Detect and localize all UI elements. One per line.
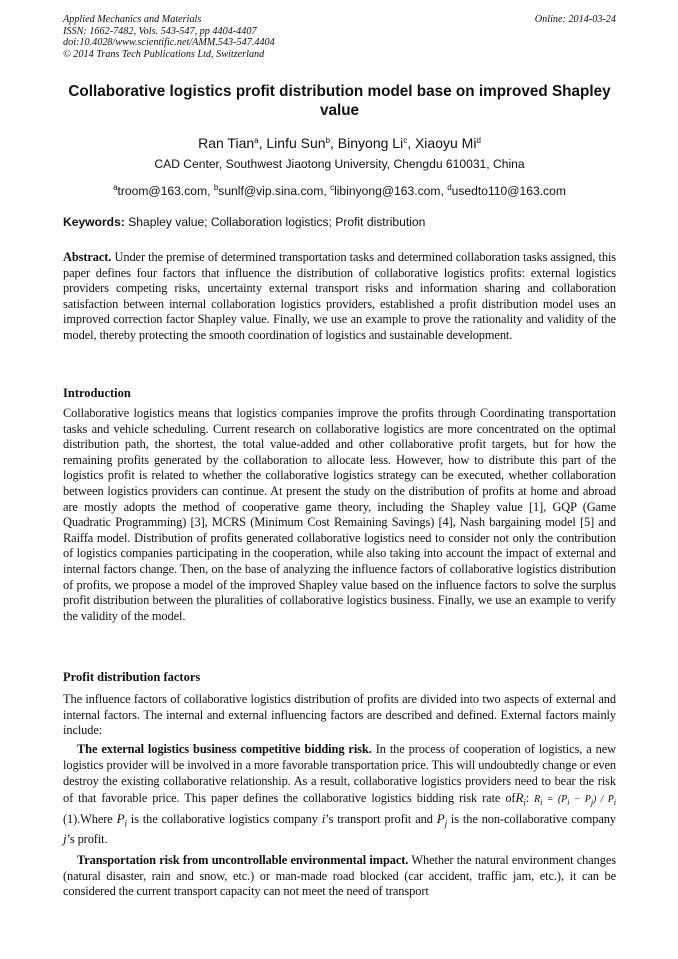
- j-symbol: j: [63, 831, 67, 847]
- formula-eq: = (P: [546, 793, 568, 805]
- author-mark: a: [254, 136, 259, 145]
- journal-header: [63, 14, 616, 60]
- factor-transport-risk: [63, 853, 616, 900]
- online-date: Online: 2014-03-24: [534, 14, 616, 25]
- risk-rate-subscript: i: [523, 797, 526, 808]
- abstract-label: Abstract.: [63, 250, 112, 264]
- issn-line: ISSN: 1662-7482, Vols. 543-547, pp 4404-4407: [63, 25, 257, 37]
- pi-subscript: i: [124, 818, 127, 829]
- j-description: ’s profit.: [66, 832, 108, 847]
- introduction-heading: Introduction: [63, 386, 131, 400]
- email-address: libinyong@163.com: [334, 184, 441, 198]
- affiliation: CAD Center, Southwest Jiaotong University, Chengdu 610031, China: [154, 157, 525, 171]
- keywords-text: Shapley value; Collaboration logistics; Profit distribution: [128, 215, 426, 229]
- formula-r: R: [534, 793, 541, 805]
- pi-symbol: P: [116, 810, 125, 826]
- author-name: Binyong Li: [337, 135, 404, 151]
- factors-heading: Profit distribution factors: [63, 670, 201, 684]
- formula-pj-sub: j: [590, 797, 594, 807]
- factor-bidding-risk-text: In the process of cooperation of logistics, a new logistics provider will be involved in a more favorable transportation price. This will undoubtedly change or even destroy the existing collaborative relationship. As a result, collaborative logistics providers need to bear the risk of that favorable price. This paper defines the collaborative logistics bidding risk rate of: [63, 742, 616, 805]
- journal-name: Applied Mechanics and Materials: [63, 14, 202, 25]
- email-mark: d: [447, 183, 452, 192]
- pj-description: is the non-collaborative company: [450, 811, 616, 826]
- author-mark: d: [476, 136, 481, 145]
- email-mark: a: [113, 183, 118, 192]
- i-description: ’s transport profit and: [325, 811, 433, 826]
- email-address: usedto110@163.com: [451, 184, 566, 198]
- email-address: sunlf@vip.sina.com: [218, 184, 324, 198]
- introduction-text: Collaborative logistics means that logistics companies improve the profits through Coordinating transportation tasks and vehicle scheduling. Current research on collaborative logistics are more concentrated on the optimal distribution path, the shortest, the total value-added and other collaborative profit targets, but for how the remaining profits generated by the collaboration to allocate less. However, how to distribute this part of the logistics profit is related to whether the collaborative logistics strategy can be executed, whether collaboration between logistics providers can continue. At present the study on the distribution of profits at home and abroad are mostly adopts the method of cooperative game theory, including the Shapley value [1], GQP (Game Quadratic Programming) [3], MCRS (Minimum Cost Remaining Savings) [4], Nash bargaining model [5] and Raiffa model. Distribution of profits generated collaborative logistics need to consider not only the contribution of logistics companies participating in the cooperation, while also taking into account the impact of external and internal factors change. Then, on the base of analyzing the influence factors of collaborative logistics distribution of profits, we propose a model of the improved Shapley value based on the influence factors to solve the surplus profit distribution between the pluralities of collaborative logistics business. Finally, we use an example to verify the validity of the model.: [63, 406, 616, 623]
- risk-formula: [534, 794, 616, 805]
- abstract: [63, 250, 616, 344]
- risk-rate-symbol: R: [515, 789, 524, 805]
- i-symbol: i: [321, 810, 326, 826]
- equation-number: (1).Where: [63, 811, 113, 826]
- copyright-line: © 2014 Trans Tech Publications Ltd, Switzerland: [63, 48, 265, 60]
- formula-div: ) / P: [593, 793, 614, 805]
- pi-description: is the collaborative logistics company: [130, 811, 318, 826]
- paper-title: Collaborative logistics profit distribution model base on improved Shapley value: [68, 83, 611, 119]
- author-name: Ran Tian: [198, 135, 255, 151]
- pj-subscript: j: [444, 818, 447, 829]
- factor-transport-risk-text: Whether the natural environment changes (natural disaster, rain and snow, etc.) or man-made road blocked (car accident, traffic jam, etc.), it can be considered the current transport capacity can not meet the need of transport: [63, 853, 616, 899]
- formula-r-sub: i: [540, 797, 543, 807]
- doi-line: doi:10.4028/www.scientific.net/AMM.543-547.4404: [63, 37, 275, 49]
- author-name: Xiaoyu Mi: [414, 135, 477, 151]
- factor-bidding-risk-title: The external logistics business competitive bidding risk.: [77, 742, 372, 756]
- keywords: [63, 215, 616, 230]
- author-mark: c: [403, 136, 408, 145]
- abstract-text: Under the premise of determined transportation tasks and determined collaboration tasks assigned, this paper defines four factors that influence the distribution of collaborative logistics profits: external logistics providers competing risks, uncertainty external transport risks and information sharing and collaboration satisfaction between internal collaboration logistics providers, established a profit distribution model uses an improved correction factor Shapley value. Finally, we use an example to prove the rationality and validity of the model, thereby protecting the smooth coordination of logistics and sustainable development.: [63, 250, 617, 342]
- author-mark: b: [325, 136, 331, 145]
- factors-intro: The influence factors of collaborative logistics distribution of profits are divided into two aspects of external and internal factors. The internal and external influencing factors are described and defined. External factors mainly include:: [63, 692, 616, 738]
- email-list: $^a$troom@163.com, $^b$sunlf@vip.sina.com, $^c$libinyong@163.com, $^d$usedto110@163.com: [113, 183, 566, 198]
- factor-transport-risk-title: Transportation risk from uncontrollable environmental impact.: [77, 853, 409, 867]
- email-address: troom@163.com: [117, 184, 208, 198]
- author-name: Linfu Sun: [266, 135, 326, 151]
- pj-symbol: P: [436, 810, 445, 826]
- formula-pi-sub: i: [567, 797, 570, 807]
- formula-pi2-sub: i: [613, 797, 617, 807]
- keywords-label: Keywords:: [63, 215, 125, 229]
- email-mark: c: [330, 183, 335, 192]
- factor-bidding-risk: The external logistics business competitive bidding risk. In the process of cooperation of logistics, a new logistics provider will be involved in a more favorable transportation price. This will undoubtedly change or even destroy the existing collaborative relationship. As a result, collaborative logistics providers need to bear the risk of that favorable price. This paper defines the collaborative logistics bidding risk rate ofR$_i$: $R_i = (P_i - P_j) / P_i$ (1).Where $P_i$ is the collaborative logistics company i’s transport profit and $P_j$ is the non-collaborative company j’s profit.: [63, 742, 617, 847]
- formula-minus: − P: [569, 793, 591, 805]
- author-list: Ran Tian$^a$, Linfu Sun$^b$, Binyong Li$^c$, Xiaoyu Mi$^d$: [198, 135, 481, 151]
- email-mark: b: [213, 183, 219, 192]
